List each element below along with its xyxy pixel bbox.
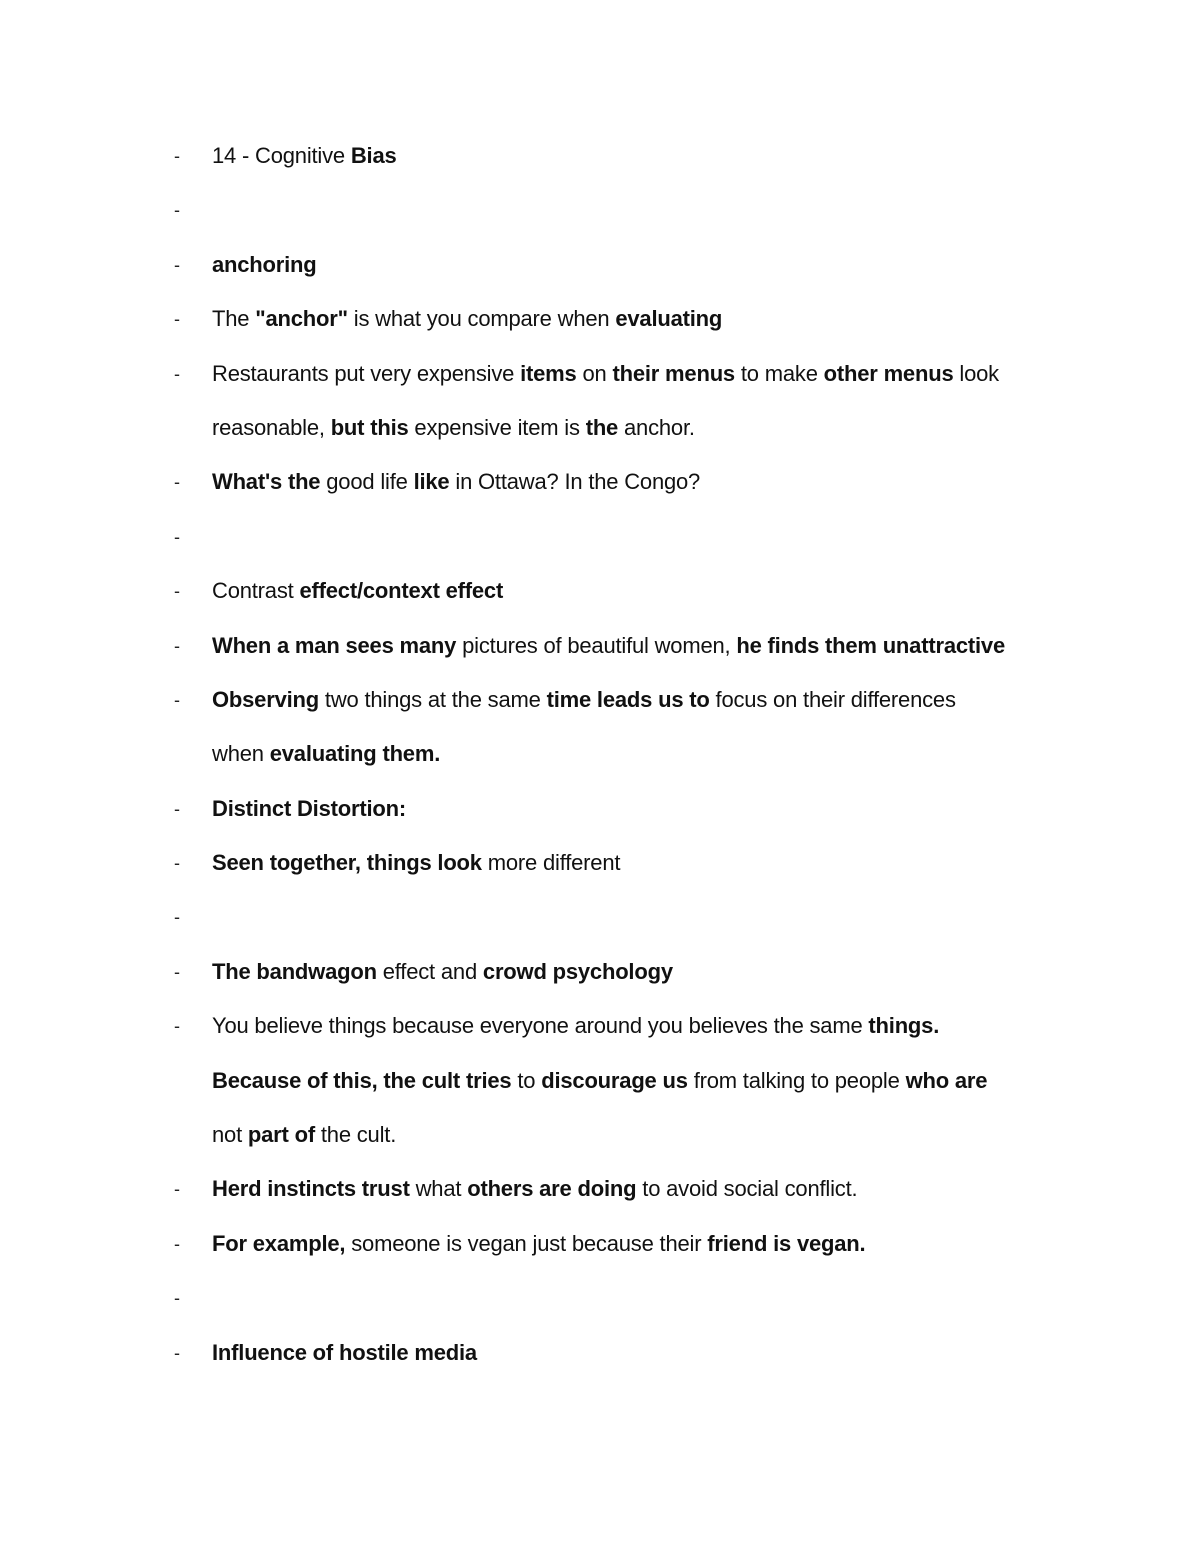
bold-text-segment: evaluating [615,306,723,332]
bullet-dash: - [174,146,180,166]
note-text [212,782,1070,836]
bullet-dash: - [174,1342,180,1363]
text-segment: more different [481,850,621,876]
bold-text-segment: "anchor" [255,306,348,332]
note-line [0,673,1200,727]
note-line [0,619,1200,673]
bold-text-segment: When a man sees many [212,632,457,658]
note-text [212,1054,1070,1108]
bold-text-segment: time leads us to [546,686,710,712]
note-line [0,782,1200,836]
note-text [212,673,1070,727]
text-segment: You believe things because everyone around you believes the same [212,1013,869,1039]
text-segment: someone is vegan just because their [345,1230,708,1256]
note-text [212,1162,1070,1216]
notes-list [0,129,1200,1380]
note-line [0,1326,1200,1380]
note-text [212,401,1070,455]
bullet-dash: - [174,526,180,547]
note-text [212,619,1070,673]
note-text [212,347,1070,401]
bold-text-segment: things. [868,1013,940,1039]
bullet-dash: - [174,200,180,221]
bullet-dash: - [174,1288,180,1309]
bold-text-segment: evaluating them. [269,741,441,767]
text-segment: to make [734,360,824,386]
bullet-dash: - [174,1016,180,1037]
bold-text-segment: friend is vegan. [707,1230,866,1256]
bold-text-segment: For example, [212,1230,346,1256]
bullet-dash: - [174,853,180,874]
text-segment: effect and [376,958,483,984]
note-line [0,1217,1200,1271]
text-segment: in Ottawa? In the Congo? [449,469,701,495]
note-text [212,238,1070,292]
bold-text-segment: Distinct Distortion: [212,795,406,821]
note-text [212,836,1070,890]
note-line [0,1271,1200,1325]
text-segment: what [409,1176,468,1202]
bullet-dash: - [174,472,180,493]
note-line [0,129,1200,183]
note-line [0,836,1200,890]
bullet-dash: - [174,309,180,330]
note-line [0,890,1200,944]
note-line [0,1054,1200,1108]
note-text [212,1217,1070,1271]
bold-text-segment: The bandwagon [212,958,377,984]
text-segment: two things at the same [319,686,547,712]
bold-text-segment: effect/context effect [299,578,504,604]
bold-text-segment: Because of this, the cult tries [212,1067,512,1093]
bold-text-segment: others are doing [467,1176,637,1202]
note-text [212,564,1070,618]
text-segment: reasonable, [212,414,331,440]
note-line [0,292,1200,346]
text-segment: to [511,1067,542,1093]
bullet-dash: - [174,635,180,656]
bullet-dash: - [174,689,180,710]
note-line [0,564,1200,618]
bold-text-segment: items [520,360,577,386]
text-segment: when [212,741,270,767]
bold-text-segment: Influence of hostile media [212,1339,477,1365]
note-line [0,727,1200,781]
text-segment: focus on their differences [709,686,956,712]
text-segment: anchor. [618,414,695,440]
text-segment: pictures of beautiful women, [456,632,737,658]
text-segment: from talking to people [687,1067,906,1093]
text-segment: on [576,360,613,386]
note-line [0,1108,1200,1162]
text-segment: is what you compare when [347,306,616,332]
note-text [212,945,1070,999]
bold-text-segment: Herd instincts trust [212,1176,410,1202]
text-segment: good life [320,469,414,495]
bold-text-segment: part of [247,1122,315,1148]
bullet-dash: - [174,363,180,384]
bold-text-segment: What's the [212,469,321,495]
note-line [0,510,1200,564]
note-line [0,1162,1200,1216]
bold-text-segment: Observing [212,686,320,712]
bold-text-segment: Bias [350,143,397,168]
bullet-dash: - [174,581,180,602]
bullet-dash: - [174,1179,180,1200]
note-text [212,455,1070,509]
note-line [0,945,1200,999]
text-segment: 14 - Cognitive [212,143,351,168]
bold-text-segment: he finds them unattractive [736,632,1006,658]
bullet-dash: - [174,798,180,819]
text-segment: to avoid social conflict. [636,1176,858,1202]
bold-text-segment: crowd psychology [482,958,673,984]
note-line [0,455,1200,509]
note-text [212,1326,1070,1380]
note-text [212,129,1070,183]
text-segment: The [212,306,256,332]
bold-text-segment: who are [905,1067,988,1093]
note-text [212,727,1070,781]
bullet-dash: - [174,907,180,928]
bold-text-segment: other menus [823,360,954,386]
note-line [0,183,1200,237]
bold-text-segment: the [585,414,619,440]
bold-text-segment: discourage us [541,1067,688,1093]
bold-text-segment: like [413,469,450,495]
bullet-dash: - [174,1233,180,1254]
bullet-dash: - [174,254,180,275]
bold-text-segment: their menus [612,360,735,386]
text-segment: expensive item is [408,414,586,440]
note-line [0,347,1200,401]
note-line [0,999,1200,1053]
note-text [212,999,1070,1053]
bold-text-segment: Seen together, things look [212,850,482,876]
text-segment: not [212,1122,248,1148]
bold-text-segment: anchoring [212,251,317,277]
text-segment: Restaurants put very expensive [212,360,521,386]
note-text [212,292,1070,346]
note-text [212,1108,1070,1162]
bullet-dash: - [174,961,180,982]
text-segment: Contrast [212,578,300,604]
bold-text-segment: but this [330,414,409,440]
text-segment: look [953,360,999,386]
note-line [0,401,1200,455]
text-segment: the cult. [314,1122,397,1148]
note-line [0,238,1200,292]
